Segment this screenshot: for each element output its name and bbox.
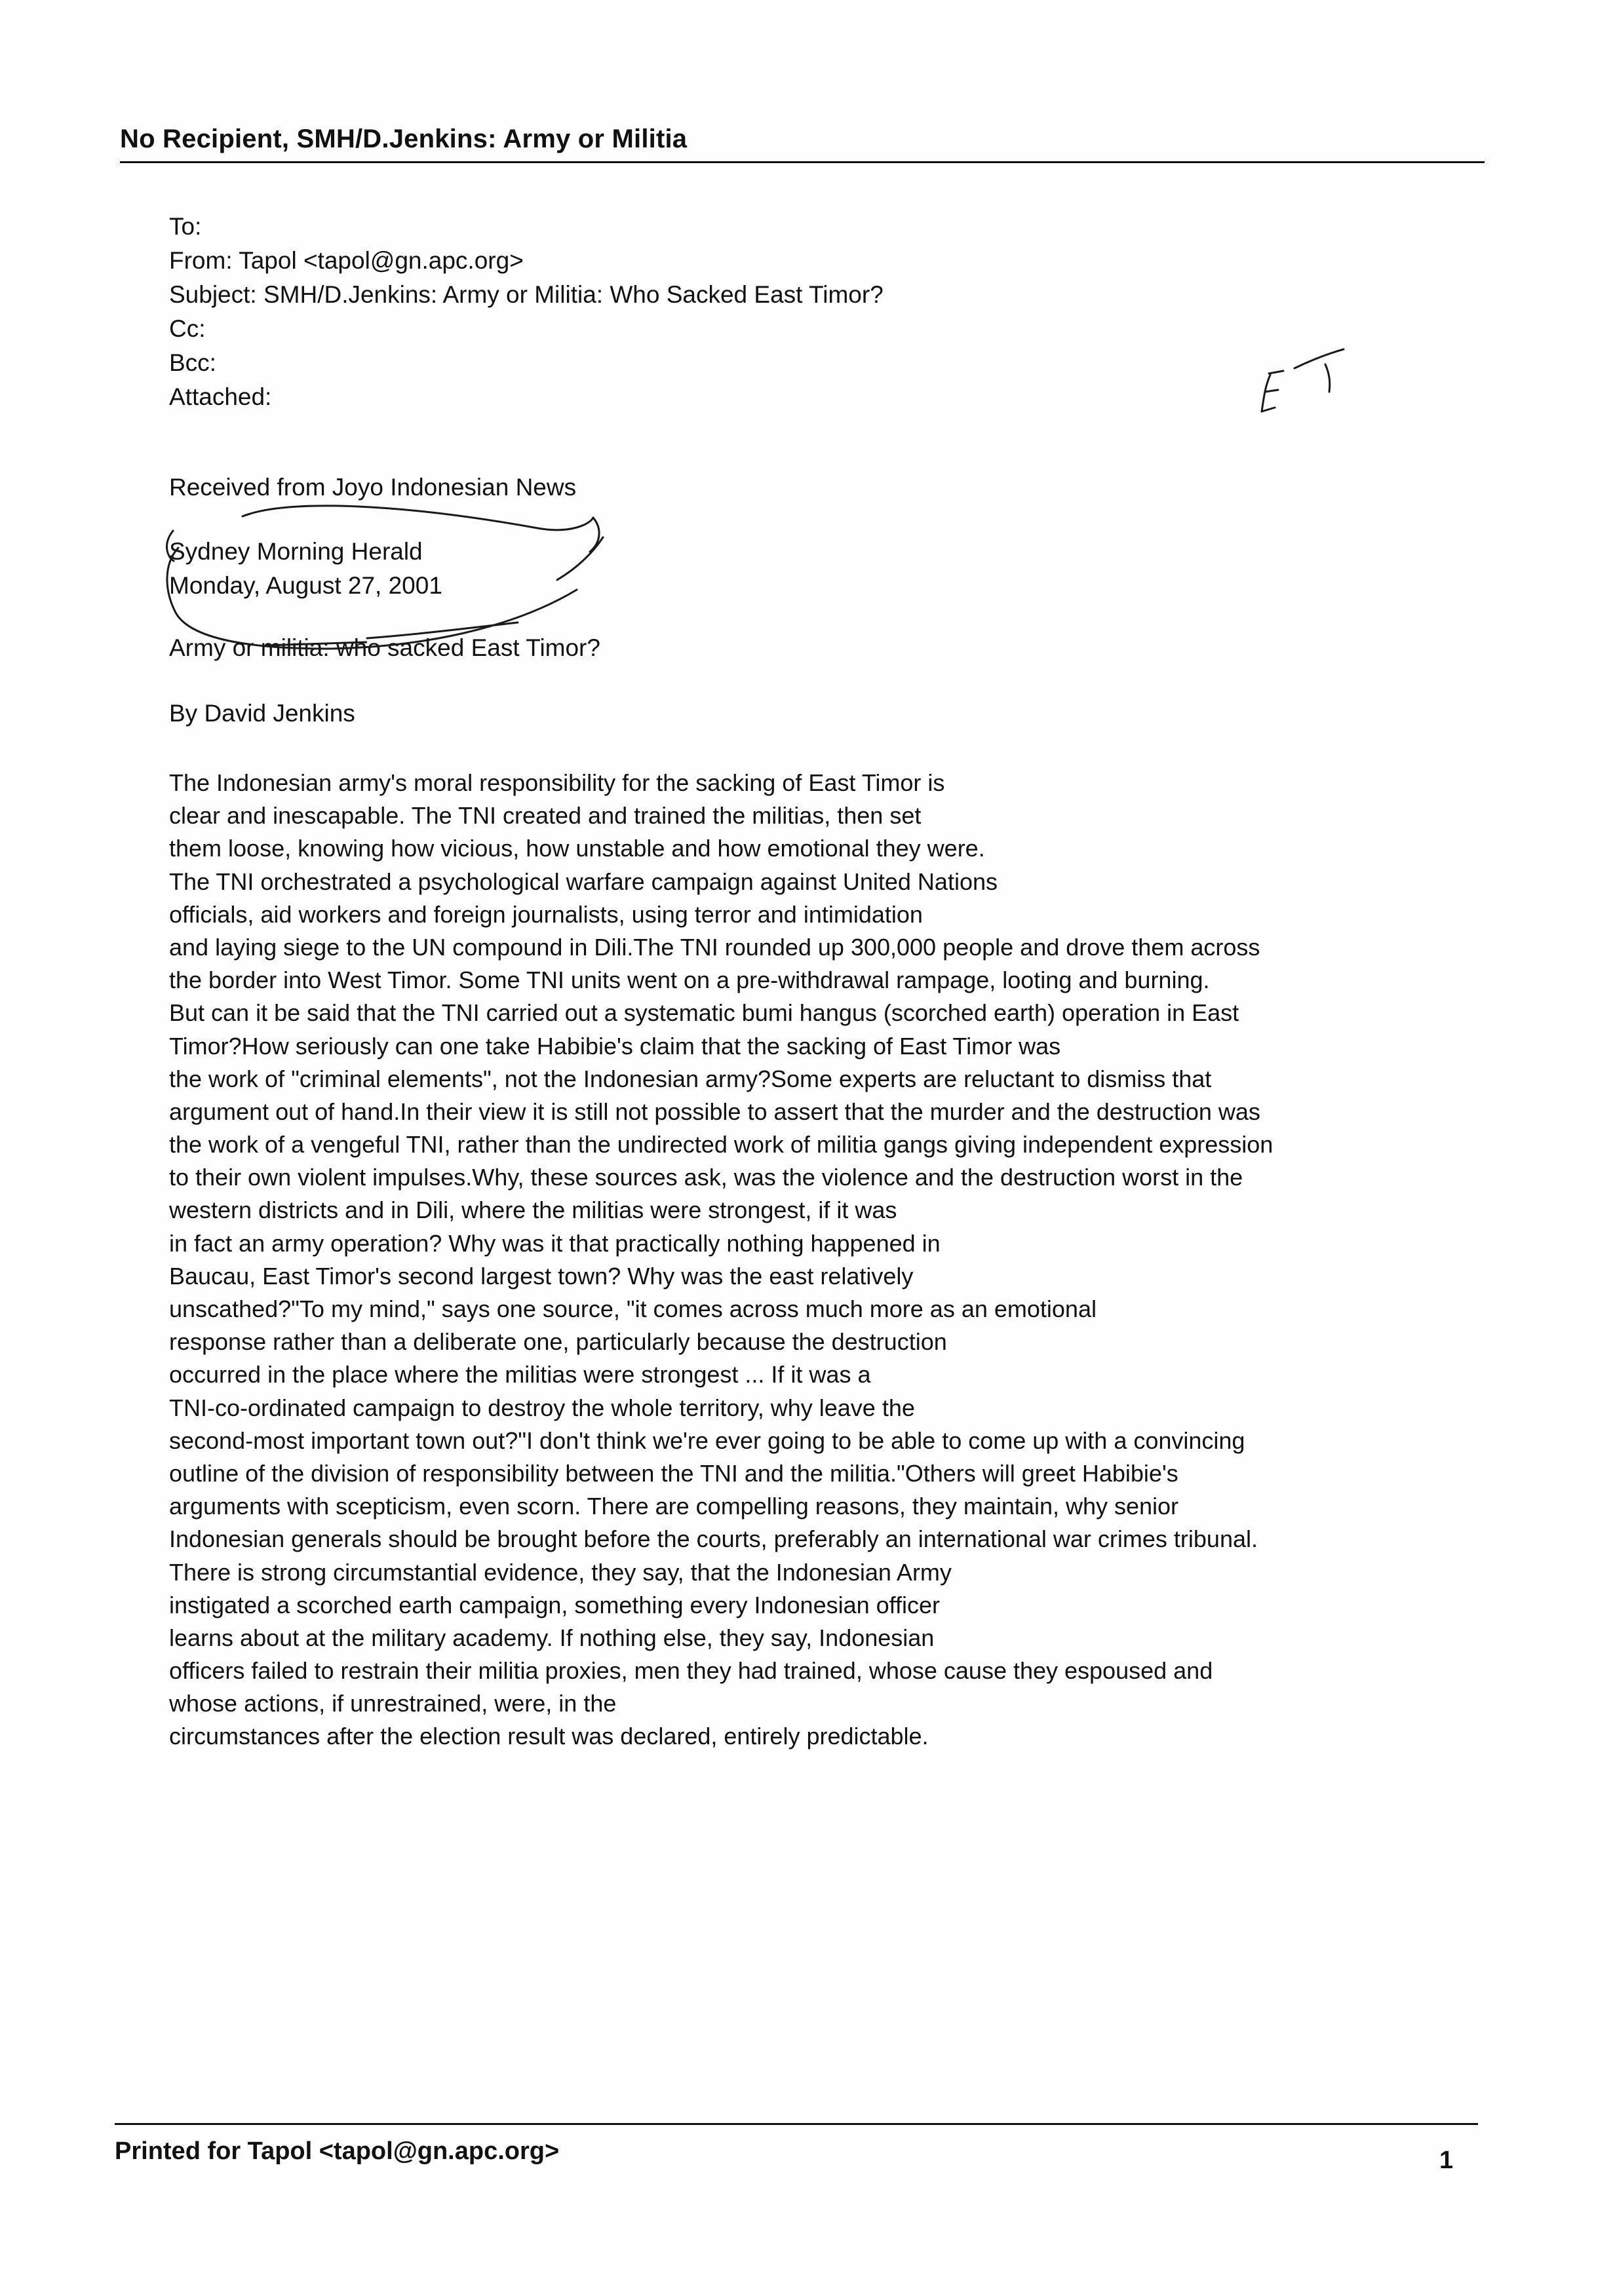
email-subject: Subject: SMH/D.Jenkins: Army or Militia: Who Sacked East Timor? xyxy=(169,281,884,308)
body-line: unscathed?"To my mind," says one source, "it comes across much more as an emotional xyxy=(169,1295,1097,1322)
article-body xyxy=(169,767,1460,1753)
body-line: the work of a vengeful TNI, rather than the undirected work of militia gangs giving independent expression xyxy=(169,1131,1274,1158)
publication-date: Monday, August 27, 2001 xyxy=(169,572,442,599)
body-line: But can it be said that the TNI carried out a systematic bumi hangus (scorched earth) operation in East xyxy=(169,999,1239,1027)
body-line: the work of "criminal elements", not the Indonesian army?Some experts are reluctant to dismiss that xyxy=(169,1065,1212,1092)
body-line: arguments with scepticism, even scorn. There are compelling reasons, they maintain, why senior xyxy=(169,1493,1179,1520)
body-line: TNI-co-ordinated campaign to destroy the whole territory, why leave the xyxy=(169,1394,915,1421)
body-line: in fact an army operation? Why was it that practically nothing happened in xyxy=(169,1229,941,1257)
body-line: western districts and in Dili, where the militias were strongest, if it was xyxy=(169,1196,897,1224)
publication-name: Sydney Morning Herald xyxy=(169,538,423,565)
article-headline: Army or militia: who sacked East Timor? xyxy=(169,634,600,661)
body-line: whose actions, if unrestrained, were, in the xyxy=(169,1690,617,1717)
body-line: clear and inescapable. The TNI created and trained the militias, then set xyxy=(169,802,922,830)
article-byline: By David Jenkins xyxy=(169,700,355,727)
body-line: the border into West Timor. Some TNI units went on a pre-withdrawal rampage, looting and burning. xyxy=(169,966,1210,994)
body-line: circumstances after the election result was declared, entirely predictable. xyxy=(169,1723,929,1750)
email-bcc: Bcc: xyxy=(169,349,216,376)
email-headers xyxy=(169,210,884,414)
body-line: them loose, knowing how vicious, how unstable and how emotional they were. xyxy=(169,835,985,862)
page-number: 1 xyxy=(1439,2147,1454,2174)
publication-block xyxy=(169,535,442,603)
received-from: Received from Joyo Indonesian News xyxy=(169,474,577,501)
body-line: The TNI orchestrated a psychological warfare campaign against United Nations xyxy=(169,868,998,895)
body-line: Indonesian generals should be brought before the courts, preferably an international war crimes tribunal. xyxy=(169,1525,1258,1553)
footer-printed-for: Printed for Tapol <tapol@gn.apc.org> xyxy=(115,2137,560,2165)
body-line: There is strong circumstantial evidence, they say, that the Indonesian Army xyxy=(169,1558,952,1586)
email-from: From: Tapol <tapol@gn.apc.org> xyxy=(169,247,524,274)
handwritten-initials-icon xyxy=(1262,349,1344,411)
footer-divider xyxy=(115,2123,1478,2125)
body-line: argument out of hand.In their view it is still not possible to assert that the murder and the destruction was xyxy=(169,1098,1260,1125)
body-line: second-most important town out?"I don't think we're ever going to be able to come up with a convincing xyxy=(169,1426,1245,1454)
email-to: To: xyxy=(169,213,202,240)
body-line: officers failed to restrain their militia proxies, men they had trained, whose cause they espoused and xyxy=(169,1657,1213,1685)
body-line: and laying siege to the UN compound in Dili.The TNI rounded up 300,000 people and drove them across xyxy=(169,933,1260,961)
header-divider xyxy=(120,161,1485,163)
email-cc: Cc: xyxy=(169,315,206,342)
body-line: instigated a scorched earth campaign, something every Indonesian officer xyxy=(169,1591,941,1618)
page-title: No Recipient, SMH/D.Jenkins: Army or Militia xyxy=(120,124,688,153)
body-line: outline of the division of responsibility between the TNI and the militia."Others will greet Habibie's xyxy=(169,1459,1178,1487)
body-line: The Indonesian army's moral responsibility for the sacking of East Timor is xyxy=(169,769,945,796)
email-attached: Attached: xyxy=(169,383,272,410)
body-line: occurred in the place where the militias were strongest ... If it was a xyxy=(169,1361,871,1388)
body-line: officials, aid workers and foreign journalists, using terror and intimidation xyxy=(169,900,923,928)
body-line: Baucau, East Timor's second largest town? Why was the east relatively xyxy=(169,1262,914,1290)
body-line: response rather than a deliberate one, particularly because the destruction xyxy=(169,1328,947,1356)
body-line: to their own violent impulses.Why, these sources ask, was the violence and the destruction worst in the xyxy=(169,1164,1243,1191)
body-line: learns about at the military academy. If nothing else, they say, Indonesian xyxy=(169,1624,935,1651)
body-line: Timor?How seriously can one take Habibie's claim that the sacking of East Timor was xyxy=(169,1032,1061,1060)
